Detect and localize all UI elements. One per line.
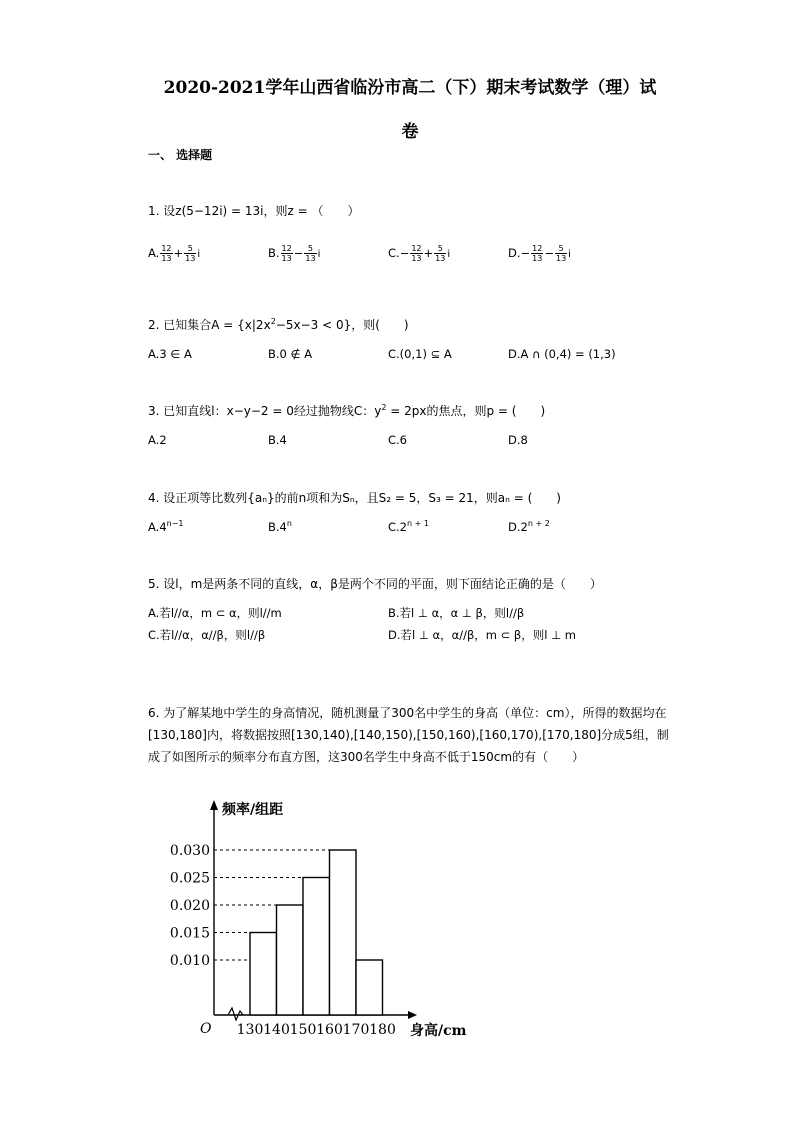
question-3-option-d[interactable]: D.8 xyxy=(508,433,528,447)
histogram-bar xyxy=(356,960,383,1015)
question-2-option-b[interactable]: B.0 ∉ A xyxy=(268,347,313,361)
y-tick-label: 0.030 xyxy=(169,843,210,859)
question-3-option-b[interactable]: B.4 xyxy=(268,433,287,447)
x-tick-label: 170 xyxy=(342,1022,370,1038)
x-tick-label: 130 xyxy=(236,1022,264,1038)
question-4-option-a[interactable]: $A.4^{n-1}$ xyxy=(148,519,184,534)
y-tick-label: 0.020 xyxy=(169,898,210,914)
question-5-option-d[interactable]: D.若l ⊥ α，α//β，m ⊂ β，则l ⊥ m xyxy=(388,628,576,642)
document-title-line-2: 卷 xyxy=(401,122,419,142)
histogram-bar xyxy=(277,905,304,1015)
y-axis-label: 频率/组距 xyxy=(222,802,284,818)
question-1-option-a[interactable]: A. $\frac{12}{13}$ + $\frac{5}{13}$ i xyxy=(148,244,201,263)
x-tick-label: 160 xyxy=(316,1022,343,1038)
question-1-option-c[interactable]: C.− $\frac{12}{13}$ + $\frac{5}{13}$ i xyxy=(388,244,451,263)
document-title-line-1: 2020-2021学年山西省临汾市高二（下）期末考试数学（理）试 xyxy=(163,78,657,98)
histogram-bar xyxy=(250,933,277,1016)
question-2-option-d[interactable]: D.A ∩ (0,4) = (1,3) xyxy=(508,347,616,361)
x-tick-label: 180 xyxy=(369,1022,396,1038)
document-title xyxy=(140,66,680,154)
axis-break-icon xyxy=(228,1008,243,1020)
y-tick-label: 0.015 xyxy=(169,925,210,942)
y-tick-label: 0.025 xyxy=(169,870,210,887)
x-tick-label: 150 xyxy=(289,1022,317,1038)
question-1-option-b[interactable]: B. $\frac{12}{13}$ − $\frac{5}{13}$ i xyxy=(268,244,321,263)
x-axis-label: 身高/cm xyxy=(410,1023,467,1039)
question-3-stem: 3. 已知直线l：x−y−2 = 0经过抛物线C：$y^2 = 2px$的焦点，则p = ( ) xyxy=(148,403,546,418)
question-1-option-d[interactable]: D.− $\frac{12}{13}$ − $\frac{5}{13}$ i xyxy=(508,244,571,263)
question-1-options xyxy=(148,244,688,268)
question-3-option-c[interactable]: C.6 xyxy=(388,433,408,447)
frequency-histogram xyxy=(160,790,490,1050)
histogram-bar xyxy=(303,878,330,1016)
question-3-option-a[interactable]: A.2 xyxy=(148,433,167,447)
question-5-stem: 5. 设l，m是两条不同的直线，α，β是两个不同的平面，则下面结论正确的是（ ） xyxy=(148,577,602,591)
question-4-stem: 4. 设正项等比数列{aₙ}的前n项和为Sₙ，且S₂ = 5，S₃ = 21，则aₙ = ( ) xyxy=(148,491,561,505)
question-5-option-a[interactable]: A.若l//α，m ⊂ α，则l//m xyxy=(148,606,282,620)
question-5-option-b[interactable]: B.若l ⊥ α，α ⊥ β，则l//β xyxy=(388,606,525,620)
question-2-option-a[interactable]: A.3 ∈ A xyxy=(148,347,192,361)
question-4-option-d[interactable]: $D.2^{n + 2}$ xyxy=(508,519,550,534)
question-4-option-c[interactable]: $C.2^{n + 1}$ xyxy=(388,519,429,534)
question-4-option-b[interactable]: B.4$^n$ xyxy=(268,519,292,534)
x-tick-label: 140 xyxy=(263,1022,290,1038)
y-tick-label: 0.010 xyxy=(169,953,210,969)
histogram-bar xyxy=(330,850,357,1015)
section-heading: 一、 选择题 xyxy=(148,148,213,162)
question-5-option-c[interactable]: C.若l//α，α//β，则l//β xyxy=(148,628,266,642)
x-axis-arrow-icon xyxy=(408,1011,417,1019)
question-6-stem: 6. 为了解某地中学生的身高情况，随机测量了300名中学生的身高（单位：cm），所得的数据均在[130,180]内，将数据按照[130,140),[140,150),[150,160),[160,170),[170,180]分成5组，制成了如图所示的频率分布直方图，这300名学生中身高不低于150cm的有（ ） xyxy=(148,706,669,764)
question-2-option-c[interactable]: C.(0,1) ⊆ A xyxy=(388,347,452,361)
y-axis-arrow-icon xyxy=(210,800,218,810)
question-2-stem: 2. 已知集合$A = \{x|2x^2-5x-3 < 0\}$，则( ) xyxy=(148,317,409,332)
origin-label: O xyxy=(200,1021,212,1037)
question-1-stem: 1. 设z(5−12i) = 13i，则z = （ ） xyxy=(148,204,360,218)
